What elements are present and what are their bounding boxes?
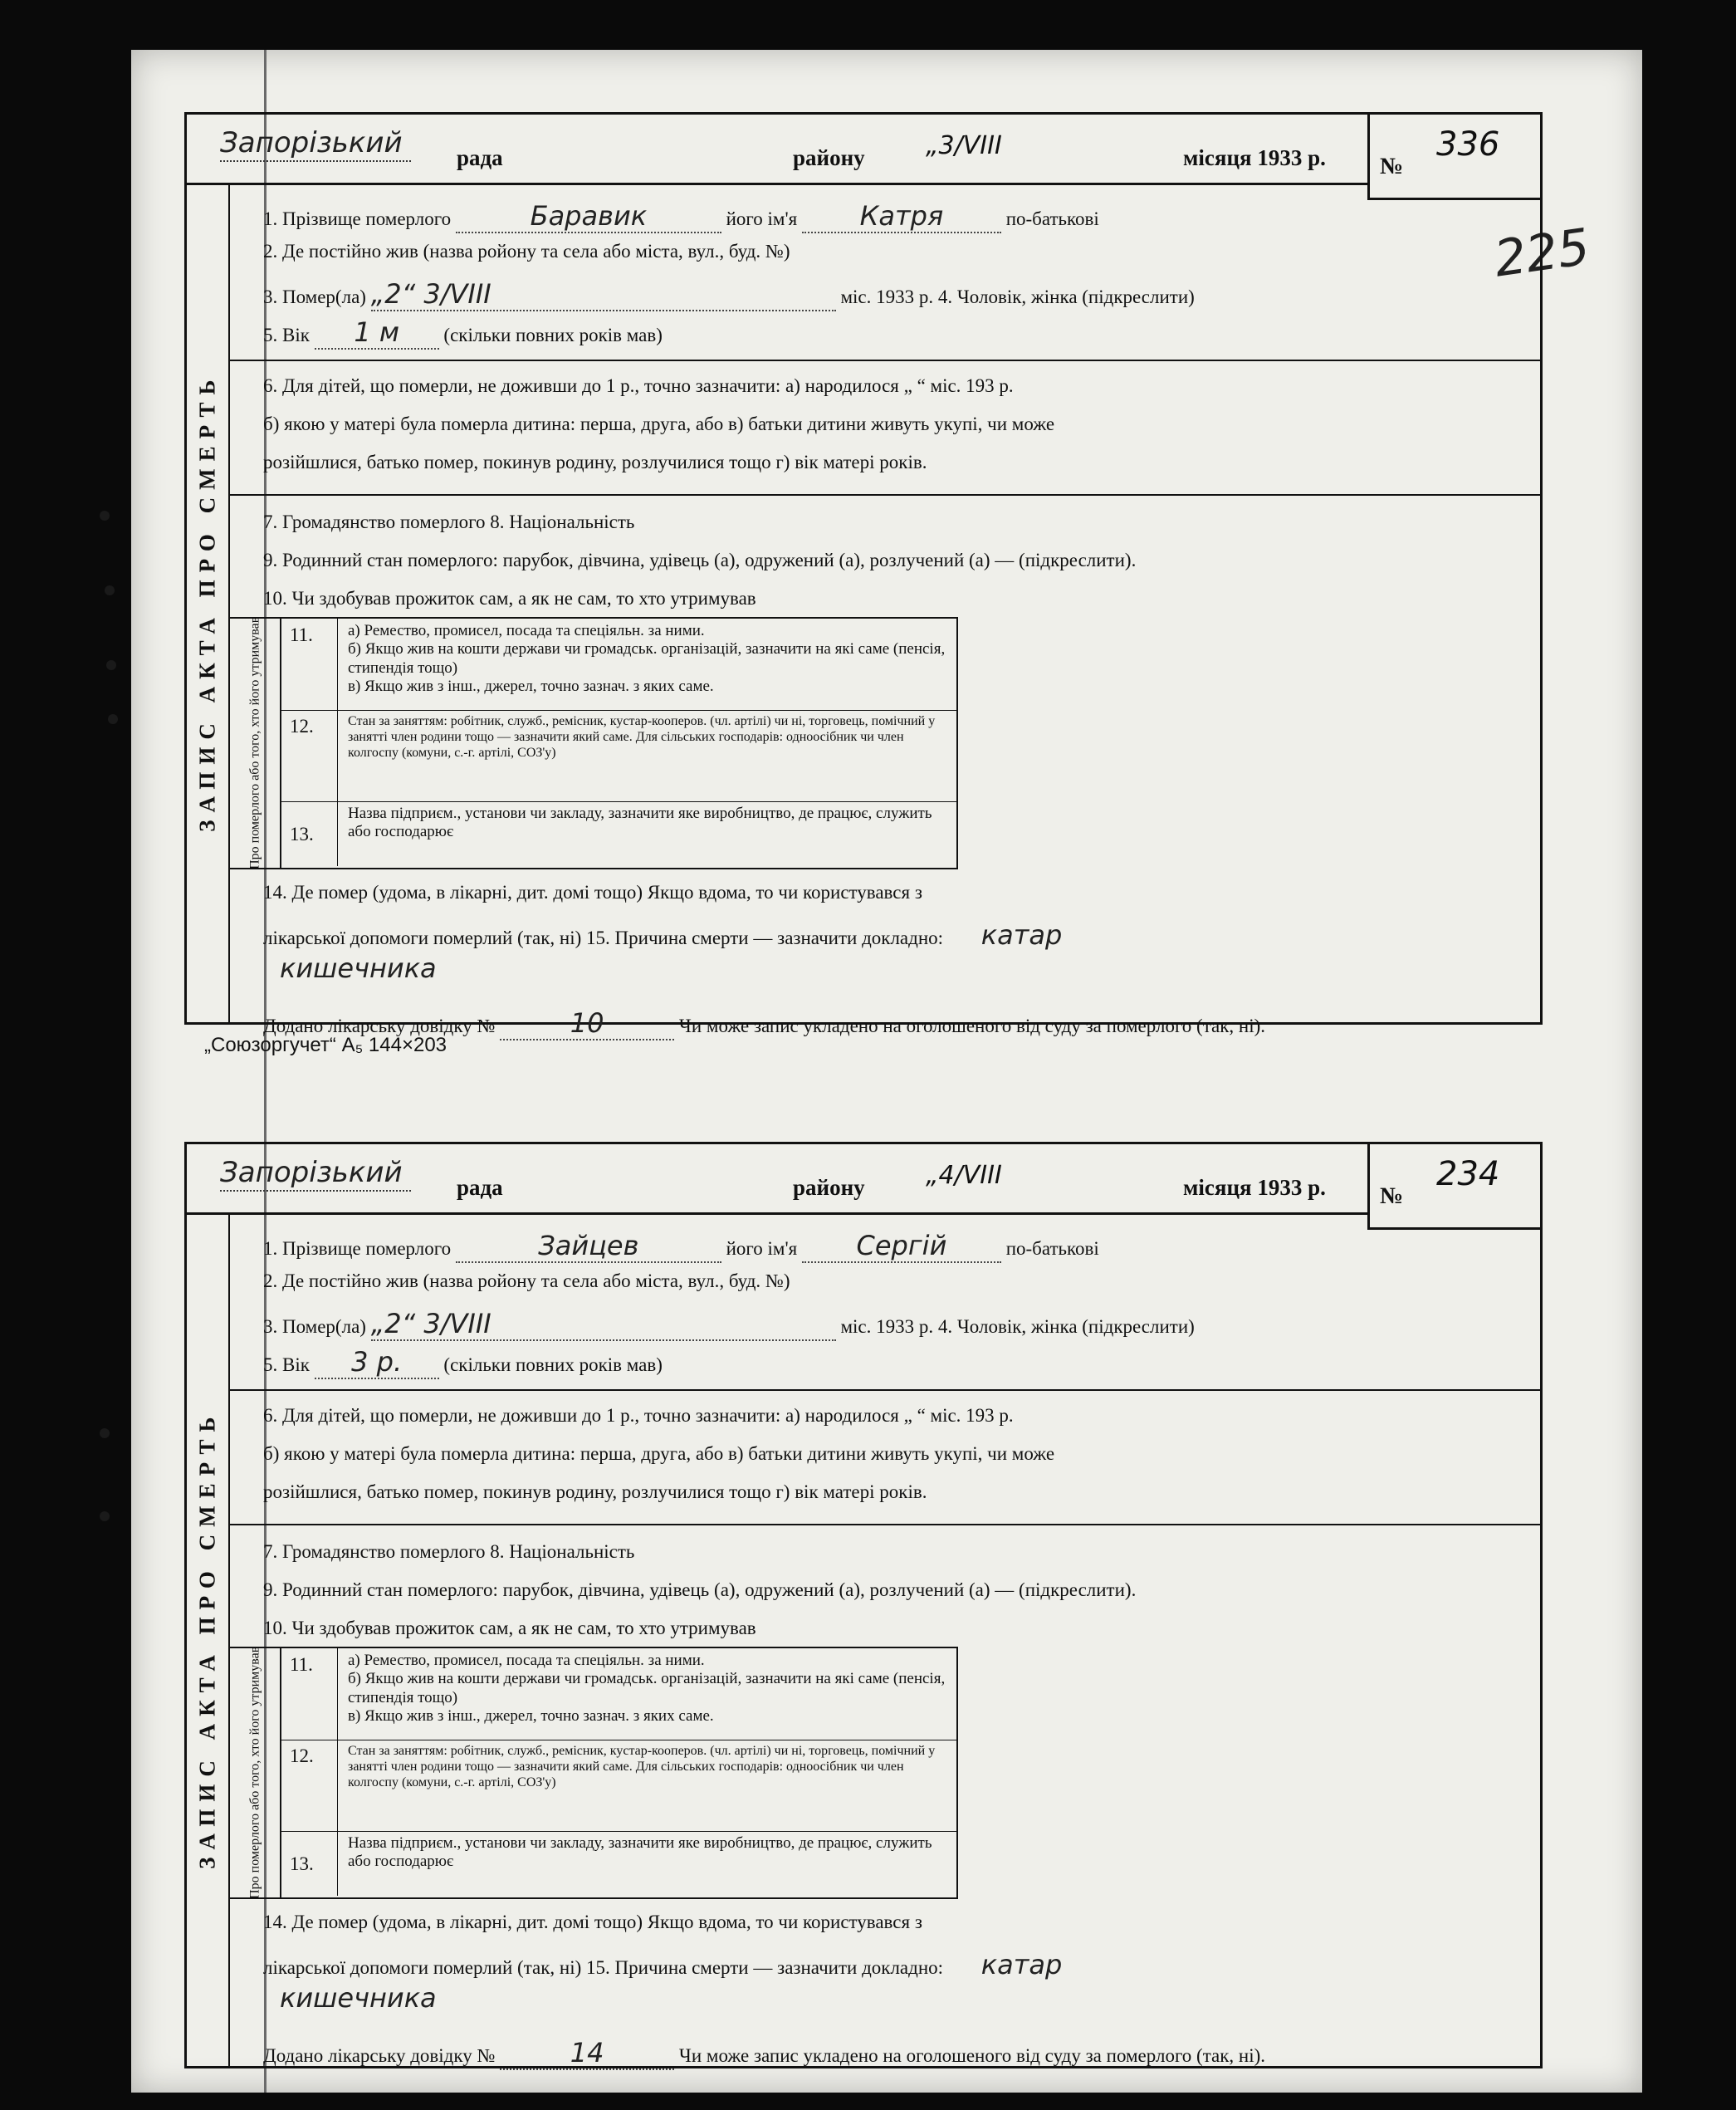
number-label: № [1380,154,1404,179]
rayon-handwritten: „3/VIII [926,131,1002,160]
row-number: 11. [280,619,338,710]
cause-value: катар [980,1949,1063,1980]
cause-value-continued: кишечника [280,952,437,984]
cause-value-continued: кишечника [280,1982,437,2014]
row-text: Стан за заняттям: робітник, служб., ремісник, кустар-кооперов. (чл. артілі) чи ні, торговець, помічний у занятті член родини тощо — зазначити який саме. Для сільських господарів: одноосібник чи член колгоспу (комуни, с.-г. артілі, СОЗ'у) [348,714,936,761]
occupation-caption-text: Про померлого або того, хто його утримував [247,1646,262,1900]
side-title [187,1212,230,2066]
occupation-caption-text: Про померлого або того, хто його утримував [247,616,262,870]
binding-hole [100,1511,110,1521]
citizenship-text: 7. Громадянство померлого 8. Національність [263,512,635,532]
occupation-table [230,617,958,869]
field-place-of-death [263,1911,1523,1934]
name-value: Катря [802,200,1001,233]
occupation-caption [230,1646,281,1900]
field-age [263,316,1523,350]
certificate-number: 10 [500,1007,674,1040]
row-text: Стан за заняттям: робітник, служб., ремісник, кустар-кооперов. (чл. артілі) чи ні, торговець, помічний у занятті член родини тощо — зазначити який саме. Для сільських господарів: одноосібник чи член колгоспу (комуни, с.-г. артілі, СОЗ'у) [348,1744,936,1790]
place-of-death-text: 14. Де помер (удома, в лікарні, дит. домі тощо) Якщо вдома, то чи користувався з [263,1912,922,1932]
row-12 [280,1740,956,1832]
side-title [187,183,230,1022]
row-13 [280,1831,956,1896]
field-marital [263,1579,1523,1602]
side-title-text: ЗАПИС АКТА ПРО СМЕРТЬ [194,1409,220,1869]
field-infant-c [263,1481,1523,1504]
month-label: місяця 1933 р. [1183,1175,1326,1200]
binding-hole [100,511,110,521]
age-note: (скільки повних років мав) [443,1354,663,1375]
number-label: № [1380,1183,1404,1209]
field-infant-a [263,1404,1523,1427]
infant-b-text: б) якою у матері була померла дитина: перша, друга, або в) батьки дитини живуть укупі, чи може [263,1443,1055,1464]
death-record-form-1 [184,112,1543,1039]
surname-label: 1. Прізвище померлого [263,208,452,229]
binding-hole [100,1428,110,1438]
field-infant-b [263,413,1523,436]
sex-label: міс. 1933 р. 4. Чоловік, жінка (підкреслити) [840,1316,1195,1337]
support-text: 10. Чи здобував прожиток сам, а як не сам, то хто утримував [263,1618,756,1638]
rada-handwritten: Запорізький [220,126,411,162]
divider [230,494,1540,496]
field-citizenship [263,511,1523,534]
row-13 [280,801,956,866]
name-value: Сергій [802,1230,1001,1263]
field-death-date [263,278,1523,311]
row-11 [280,619,956,711]
residence-label: 2. Де постійно жив (назва ройону та села або міста, вул., буд. №) [263,1270,790,1291]
marital-text: 9. Родинний стан померлого: парубок, дівчина, удівець (а), одружений (а), розлучений (а) — (підкреслити). [263,550,1137,570]
rada-label: рада [457,145,503,170]
rada-label: рада [457,1175,503,1200]
row-number: 12. [280,710,338,801]
residence-label: 2. Де постійно жив (назва ройону та села або міста, вул., буд. №) [263,241,790,262]
field-marital [263,549,1523,572]
divider [230,360,1540,361]
field-infant-c [263,451,1523,474]
death-date-value: „2“ 3/VIII [371,1308,836,1341]
field-citizenship [263,1540,1523,1564]
court-note: Чи може запис укладено на оголошеного від суду за померлого (так, ні). [678,1016,1266,1036]
printer-stamp: „Союзоргучет“ А₅ 144×203 [204,1034,447,1056]
rada-handwritten: Запорізький [220,1156,411,1192]
binding-hole [106,660,116,670]
infant-a-text: 6. Для дітей, що померли, не доживши до 1 р., точно зазначити: а) народилося „ “ міс. 193 р. [263,1405,1014,1426]
marital-text: 9. Родинний стан померлого: парубок, дівчина, удівець (а), одружений (а), розлучений (а) — (підкреслити). [263,1579,1137,1600]
form-body [230,1215,1540,2066]
field-age [263,1346,1523,1379]
divider [230,1524,1540,1525]
death-record-form-2 [184,1142,1543,2068]
field-cause [263,919,1523,951]
patronymic-label: по-батькові [1005,1238,1099,1259]
cause-label: лікарської допомоги померлий (так, ні) 15. Причина смерти — зазначити докладно: [263,1957,944,1978]
rayon-handwritten: „4/VIII [926,1161,1002,1190]
place-of-death-text: 14. Де помер (удома, в лікарні, дит. домі тощо) Якщо вдома, то чи користувався з [263,882,922,903]
field-support [263,1617,1523,1640]
row-11 [280,1648,956,1740]
rayon-label: району [793,145,865,170]
binding-hole [105,585,115,595]
age-label: 5. Вік [263,1354,310,1375]
field-support [263,587,1523,610]
record-number-handwritten: 336 [1436,125,1500,164]
field-residence [263,240,1523,263]
age-label: 5. Вік [263,325,310,345]
field-certificate [263,2037,1523,2070]
occupation-table [230,1647,958,1899]
certificate-label: Додано лікарську довідку № [263,2045,496,2066]
form-body [230,185,1540,1039]
cause-value: катар [980,919,1063,951]
court-note: Чи може запис укладено на оголошеного від суду за померлого (так, ні). [678,2045,1266,2066]
occupation-caption [230,616,281,870]
surname-value: Баравик [456,200,721,233]
row-text: а) Ремество, промисел, посада та спеціяльн. за ними. б) Якщо жив на кошти держави чи громадськ. організацій, зазначити на які саме (пенсія, стипендія тощо) в) Якщо жив з інш., джерел, точно зазнач. з яких саме. [348,622,946,696]
margin-handwritten-number: 225 [1490,218,1593,289]
form-header [187,115,1540,185]
infant-b-text: б) якою у матері була померла дитина: перша, друга, або в) батьки дитини живуть укупі, чи може [263,414,1055,434]
infant-a-text: 6. Для дітей, що померли, не доживши до 1 р., точно зазначити: а) народилося „ “ міс. 193 р. [263,375,1014,396]
rayon-label: району [793,1175,865,1200]
death-date-label: 3. Помер(ла) [263,1316,366,1337]
binding-hole [108,714,118,724]
patronymic-label: по-батькові [1005,208,1099,229]
field-certificate [263,1007,1523,1040]
field-infant-b [263,1442,1523,1466]
field-surname [263,200,1523,233]
field-cause [263,1949,1523,1980]
sex-label: міс. 1933 р. 4. Чоловік, жінка (підкреслити) [840,286,1195,307]
row-number: 12. [280,1740,338,1831]
row-number: 13. [280,801,338,866]
citizenship-text: 7. Громадянство померлого 8. Національність [263,1541,635,1562]
row-12 [280,710,956,802]
row-text: Назва підприєм., установи чи закладу, зазначити яке виробництво, де працює, служить або господарює [348,1834,932,1871]
side-title-text: ЗАПИС АКТА ПРО СМЕРТЬ [194,372,220,833]
age-value: 3 р. [315,1346,439,1379]
age-note: (скільки повних років мав) [443,325,663,345]
support-text: 10. Чи здобував прожиток сам, а як не сам, то хто утримував [263,588,756,609]
month-label: місяця 1933 р. [1183,145,1326,170]
divider [230,1389,1540,1391]
infant-c-text: розійшлися, батько помер, покинув родину, розлучилися тощо г) вік матері років. [263,452,927,472]
name-label: його ім'я [726,1238,798,1259]
field-death-date [263,1308,1523,1341]
form-header [187,1144,1540,1215]
death-date-label: 3. Помер(ла) [263,286,366,307]
surname-value: Зайцев [456,1230,721,1263]
cause-label: лікарської допомоги померлий (так, ні) 15. Причина смерти — зазначити докладно: [263,928,944,948]
row-number: 11. [280,1648,338,1740]
death-date-value: „2“ 3/VIII [371,278,836,311]
field-surname [263,1230,1523,1263]
field-place-of-death [263,881,1523,904]
field-residence [263,1270,1523,1293]
age-value: 1 м [315,316,439,350]
record-number-handwritten: 234 [1436,1155,1500,1193]
row-text: а) Ремество, промисел, посада та спеціяльн. за ними. б) Якщо жив на кошти держави чи громадськ. організацій, зазначити на які саме (пенсія, стипендія тощо) в) Якщо жив з інш., джерел, точно зазнач. з яких саме. [348,1652,946,1726]
field-infant-a [263,375,1523,398]
certificate-label: Додано лікарську довідку № [263,1016,496,1036]
infant-c-text: розійшлися, батько помер, покинув родину, розлучилися тощо г) вік матері років. [263,1481,927,1502]
name-label: його ім'я [726,208,798,229]
row-number: 13. [280,1831,338,1896]
certificate-number: 14 [500,2037,674,2070]
surname-label: 1. Прізвище померлого [263,1238,452,1259]
row-text: Назва підприєм., установи чи закладу, зазначити яке виробництво, де працює, служить або господарює [348,805,932,841]
